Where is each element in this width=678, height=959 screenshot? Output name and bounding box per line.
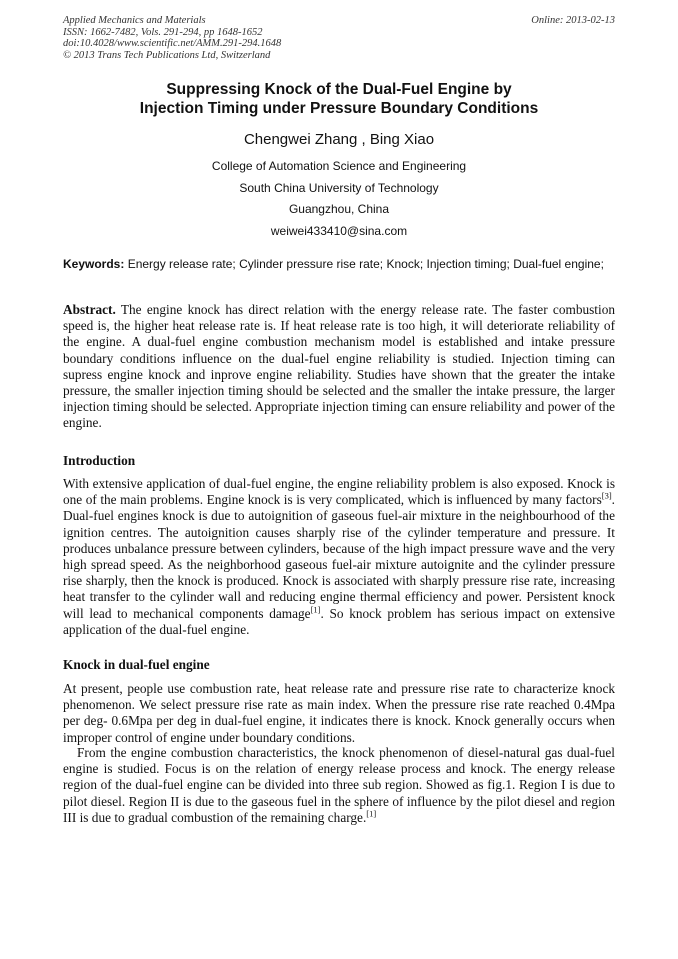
affiliation-university: South China University of Technology [239,180,439,195]
affiliation-college: College of Automation Science and Engineering [211,159,467,173]
affiliation-city: Guangzhou, China [288,202,390,216]
abstract-paragraph [63,302,615,432]
knock-paragraph-2-text: From the engine combustion characteristics, the knock phenomenon of diesel-natural gas dual-fuel engine is studied. Focus is on the relation of energy release process and knock. The energy release region of the dual-fuel engine can be divided into three sub region. Showed as fig.1. Region I is due to pilot diesel. Region II is due to the gaseous fuel in the sphere of influence by the pilot diesel and region III is due to gradual combustion of the remaining charge. [63,745,615,825]
intro-text-3: . So knock problem has serious impact on extensive application of the dual-fuel engine. [63,605,616,637]
affiliation-block [63,156,615,242]
copyright-line: © 2013 Trans Tech Publications Ltd, Switzerland [63,49,271,61]
author-email: weiwei433410@sina.com [270,223,408,238]
paper-title [63,80,615,118]
knock-section-heading: Knock in dual-fuel engine [63,657,210,672]
citation-1-knock: [1] [366,808,377,819]
online-date: Online: 2013-02-13 [531,15,615,26]
author-list: Chengwei Zhang , Bing Xiao [243,131,435,148]
abstract-label: Abstract. [63,302,116,317]
knock-paragraph-1: At present, people use combustion rate, heat release rate and pressure rise rate to characterize knock phenomenon. We select pressure rise rate as main index. When the pressure rise rate reached 0.4Mpa per deg- 0.6Mpa per deg in dual-fuel engine, it indicates there is knock. Knock generally occurs when improper control of engine under boundary conditions. [63,681,615,745]
title-line-2: Injection Timing under Pressure Boundary Conditions [139,100,539,117]
doi-line: doi:10.4028/www.scientific.net/AMM.291-294.1648 [63,38,282,49]
citation-1: [1] [310,604,321,615]
keywords-label: Keywords: [63,257,125,271]
journal-header [63,15,615,61]
intro-text-2: . Dual-fuel engines knock is due to autoignition of gaseous fuel-air mixture in the neighbourhood of the ignition centres. The autoignition causes sharply rise of the cylinder temperature and pressure. It produces unbalance pressure between cylinders, because of the high impact pressure wave and the very high spread speed. As the neighborhood gaseous fuel-air mixture autoignite and the cylinder pressure rise sharply, then the knock is produced. Knock is associated with sharply pressure rise rate, increasing heat transfer to the cylinder wall and reducing engine thermal efficiency and power. Persistent knock will lead to mechanical components damage [63,492,615,621]
keywords-paragraph [63,256,615,272]
issn-line: ISSN: 1662-7482, Vols. 291-294, pp 1648-1652 [63,26,263,38]
keywords-text: Energy release rate; Cylinder pressure rise rate; Knock; Injection timing; Dual-fuel engine; [124,257,604,271]
introduction-paragraph [63,476,615,638]
citation-3: [3] [601,490,612,501]
knock-paragraph-2 [63,745,615,826]
introduction-heading: Introduction [63,453,136,468]
journal-name: Applied Mechanics and Materials [63,15,206,26]
title-line-1: Suppressing Knock of the Dual-Fuel Engine by [166,81,512,98]
abstract-text: The engine knock has direct relation with the energy release rate. The faster combustion speed is, the higher heat release rate is. If heat release rate is too high, it will deteriorate reliability of the engine. A dual-fuel engine combustion mechanism model is established and intake pressure boundary conditions influence on the dual-fuel engine reliability is studied. Injection timing can supress engine knock and inprove engine reliability. Studies have shown that the greater the intake pressure, the smaller injection timing should be selected and the smaller the intake pressure, the larger injection timing should be selected. Appropriate injection timing can ensure reliability and power of the engine. [63,302,615,431]
intro-text-1: With extensive application of dual-fuel engine, the engine reliability problem is also exposed. Knock is one of the main problems. Engine knock is is very complicated, which is influenced by many factors [63,476,615,508]
